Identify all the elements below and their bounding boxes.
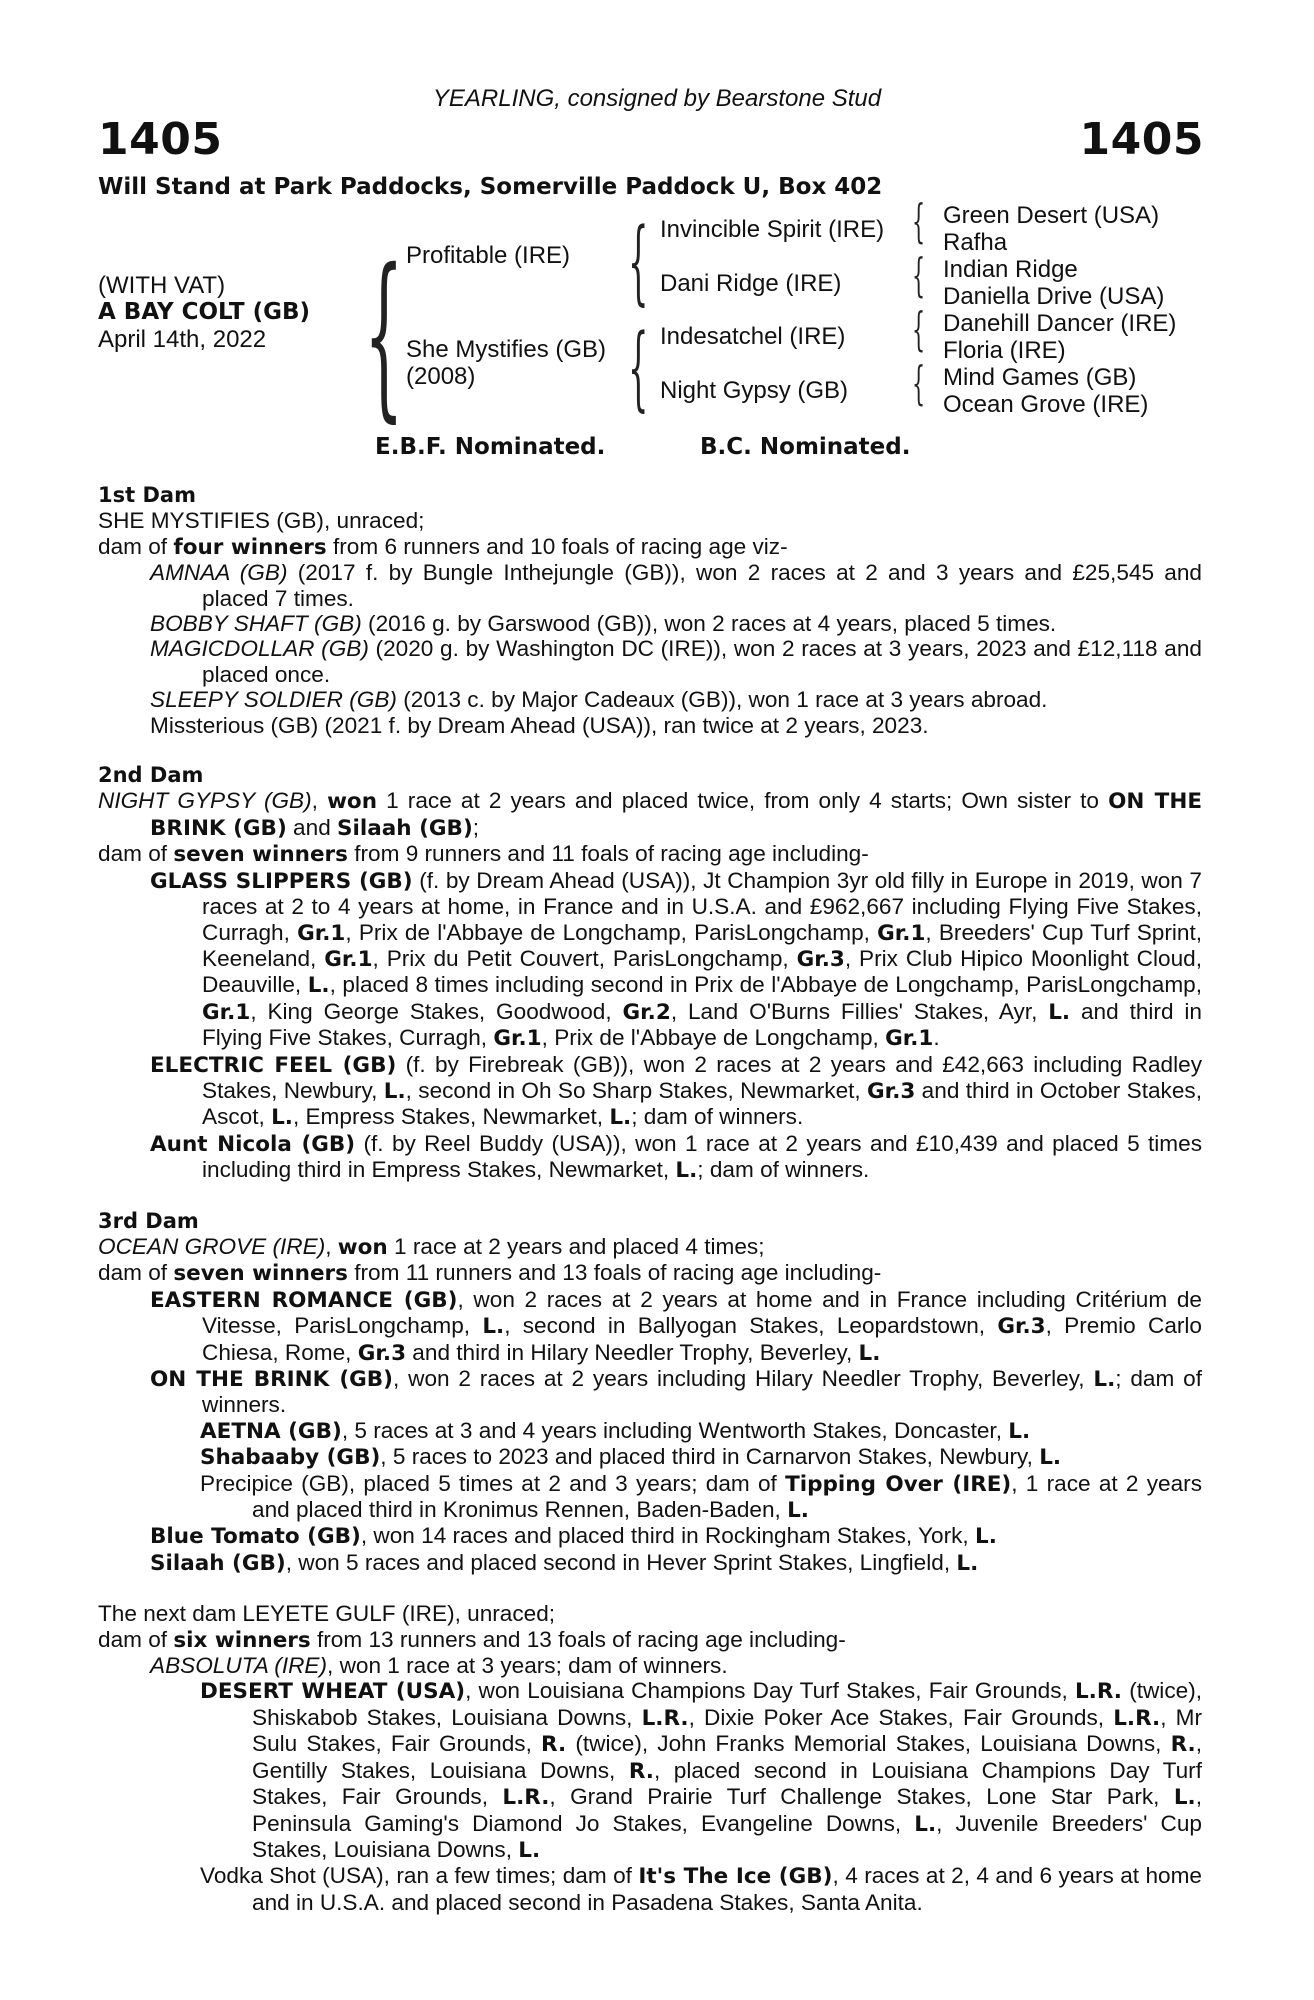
progeny-entry: Blue Tomato (GB), won 14 races and placed third in Rockingham Stakes, York, L. — [150, 1523, 997, 1550]
dam-dam: Night Gypsy (GB) — [660, 377, 849, 404]
gg-6: Floria (IRE) — [943, 337, 1066, 364]
progeny-entry: ON THE BRINK (GB), won 2 races at 2 years including Hilary Needler Trophy, Beverley, L.; dam of winners. — [150, 1366, 1202, 1418]
next-dam-line-2: dam of six winners from 13 runners and 13 foals of racing age including- — [98, 1626, 846, 1653]
bc-nomination: B.C. Nominated. — [700, 434, 911, 460]
sire-sire: Invincible Spirit (IRE) — [660, 216, 885, 243]
grand-progeny-entry: Vodka Shot (USA), ran a few times; dam of It's The Ice (GB), 4 races at 2, 4 and 6 years at home and in U.S.A. and placed second in Pasadena Stakes, Santa Anita. — [200, 1863, 1202, 1915]
horse-name: A BAY COLT (GB) — [98, 299, 311, 325]
second-dam-line-1: NIGHT GYPSY (GB), won 1 race at 2 years and placed twice, from only 4 starts; Own sister to ON THE BRINK (GB) and Silaah (GB); — [98, 788, 1203, 841]
gg-2: Rafha — [943, 229, 1008, 256]
grand-progeny-entry: Shabaaby (GB), 5 races to 2023 and placed third in Carnarvon Stakes, Newbury, L. — [200, 1444, 1062, 1471]
progeny-entry: SLEEPY SOLDIER (GB) (2013 c. by Major Cadeaux (GB)), won 1 race at 3 years abroad. — [150, 687, 1048, 713]
ebf-nomination: E.B.F. Nominated. — [375, 434, 606, 460]
progeny-entry: AMNAA (GB) (2017 f. by Bungle Inthejungle (GB)), won 2 races at 2 and 3 years and £25,545 and placed 7 times. — [150, 560, 1202, 611]
dam-sire: Indesatchel (IRE) — [660, 323, 846, 350]
stand-location: Will Stand at Park Paddocks, Somerville Paddock U, Box 402 — [98, 174, 883, 200]
catalogue-body — [98, 483, 1202, 1915]
progeny-entry: EASTERN ROMANCE (GB), won 2 races at 2 years at home and in France including Critérium de Vitesse, ParisLongchamp, L., second in Ballyogan Stakes, Leopardstown, Gr.3, Premio Carlo Chiesa, Rome, Gr.3 and third in Hilary Needler Trophy, Beverley, L. — [150, 1286, 1202, 1366]
first-dam-line-1: SHE MYSTIFIES (GB), unraced; — [98, 508, 425, 534]
progeny-entry: Silaah (GB), won 5 races and placed second in Hever Sprint Stakes, Lingfield, L. — [150, 1549, 979, 1576]
progeny-entry: ABSOLUTA (IRE), won 1 race at 3 years; dam of winners. — [150, 1653, 728, 1679]
third-dam-section — [98, 1209, 1202, 1577]
progeny-entry: Missterious (GB) (2021 f. by Dream Ahead (USA)), ran twice at 2 years, 2023. — [150, 712, 929, 738]
pedigree-brace-3c: { — [912, 302, 926, 356]
dam: She Mystifies (GB) — [406, 336, 607, 363]
third-dam-line-2: dam of seven winners from 11 runners and 13 foals of racing age including- — [98, 1260, 882, 1287]
second-dam-section — [98, 763, 1202, 1184]
second-dam-heading: 2nd Dam — [98, 763, 204, 788]
progeny-entry: BOBBY SHAFT (GB) (2016 g. by Garswood (GB)), won 2 races at 4 years, placed 5 times. — [150, 611, 1057, 637]
pedigree-brace-1: { — [364, 231, 404, 438]
third-dam-line-1: OCEAN GROVE (IRE), won 1 race at 2 years and placed 4 times; — [98, 1233, 765, 1260]
progeny-entry: ELECTRIC FEEL (GB) (f. by Firebreak (GB)), won 2 races at 2 years and £42,663 including Radley Stakes, Newbury, L., second in Oh So Sharp Stakes, Newmarket, Gr.3 and third in October Stakes, Ascot, L., Empress Stakes, Newmarket, L.; dam of winners. — [150, 1051, 1202, 1131]
lot-number-right: 1405 — [1079, 114, 1204, 165]
first-dam-heading: 1st Dam — [98, 483, 196, 507]
next-dam-section — [98, 1601, 1202, 1915]
gg-3: Indian Ridge — [943, 256, 1078, 283]
vat-note: (WITH VAT) — [98, 272, 226, 299]
sire-dam: Dani Ridge (IRE) — [660, 270, 842, 297]
lot-number-left: 1405 — [98, 114, 223, 165]
second-dam-line-2: dam of seven winners from 9 runners and 11 foals of racing age including- — [98, 841, 869, 868]
third-dam-heading: 3rd Dam — [98, 1208, 199, 1233]
grand-progeny-entry: DESERT WHEAT (USA), won Louisiana Champions Day Turf Stakes, Fair Grounds, L.R. (twice), Shiskabob Stakes, Louisiana Downs, L.R., Dixie Poker Ace Stakes, Fair Grounds, L.R., Mr Sulu Stakes, Fair Grounds, R. (twice), John Franks Memorial Stakes, Louisiana Downs, R., Gentilly Stakes, Louisiana Downs, R., placed second in Louisiana Champions Day Turf Stakes, Fair Grounds, L.R., Grand Prairie Turf Challenge Stakes, Lone Star Park, L., Peninsula Gaming's Diamond Jo Stakes, Evangeline Downs, L., Juvenile Breeders' Cup Stakes, Louisiana Downs, L. — [200, 1678, 1202, 1863]
pedigree-brace-3b: { — [912, 248, 926, 302]
pedigree-brace-3d: { — [912, 356, 926, 410]
progeny-entry: Aunt Nicola (GB) (f. by Reel Buddy (USA)), won 1 race at 2 years and £10,439 and placed 5 times including third in Empress Stakes, Newmarket, L.; dam of winners. — [150, 1130, 1202, 1184]
next-dam-line-1: The next dam LEYETE GULF (IRE), unraced; — [98, 1601, 556, 1627]
sire: Profitable (IRE) — [406, 242, 571, 269]
grand-progeny-entry: Precipice (GB), placed 5 times at 2 and 3 years; dam of Tipping Over (IRE), 1 race at 2 years and placed third in Kronimus Rennen, Baden-Baden, L. — [200, 1470, 1202, 1524]
gg-4: Daniella Drive (USA) — [943, 283, 1165, 310]
horse-dob: April 14th, 2022 — [98, 326, 267, 353]
pedigree-brace-3a: { — [912, 194, 926, 248]
pedigree-brace-2a: { — [628, 208, 649, 315]
progeny-entry: MAGICDOLLAR (GB) (2020 g. by Washington DC (IRE)), won 2 races at 3 years, 2023 and £12,118 and placed once. — [150, 636, 1202, 687]
progeny-entry: GLASS SLIPPERS (GB) (f. by Dream Ahead (USA)), Jt Champion 3yr old filly in Europe in 2019, won 7 races at 2 to 4 years at home, in France and in U.S.A. and £962,667 including Flying Five Stakes, Curragh, Gr.1, Prix de l'Abbaye de Longchamp, ParisLongchamp, Gr.1, Breeders' Cup Turf Sprint, Keeneland, Gr.1, Prix du Petit Couvert, ParisLongchamp, Gr.3, Prix Club Hipico Moonlight Cloud, Deauville, L., placed 8 times including second in Prix de l'Abbaye de Longchamp, ParisLongchamp, Gr.1, King George Stakes, Goodwood, Gr.2, Land O'Burns Fillies' Stakes, Ayr, L. and third in Flying Five Stakes, Curragh, Gr.1, Prix de l'Abbaye de Longchamp, Gr.1. — [150, 867, 1202, 1052]
pedigree-brace-2b: { — [628, 314, 649, 421]
first-dam-section — [98, 483, 1202, 738]
grand-progeny-entry: AETNA (GB), 5 races at 3 and 4 years including Wentworth Stakes, Doncaster, L. — [200, 1417, 1031, 1444]
first-dam-line-2: dam of four winners from 6 runners and 10 foals of racing age viz- — [98, 533, 788, 560]
dam-year: (2008) — [406, 363, 476, 390]
gg-8: Ocean Grove (IRE) — [943, 391, 1149, 418]
consignor-line: YEARLING, consigned by Bearstone Stud — [432, 85, 882, 112]
gg-5: Danehill Dancer (IRE) — [943, 310, 1177, 337]
gg-7: Mind Games (GB) — [943, 364, 1137, 391]
gg-1: Green Desert (USA) — [943, 202, 1160, 229]
